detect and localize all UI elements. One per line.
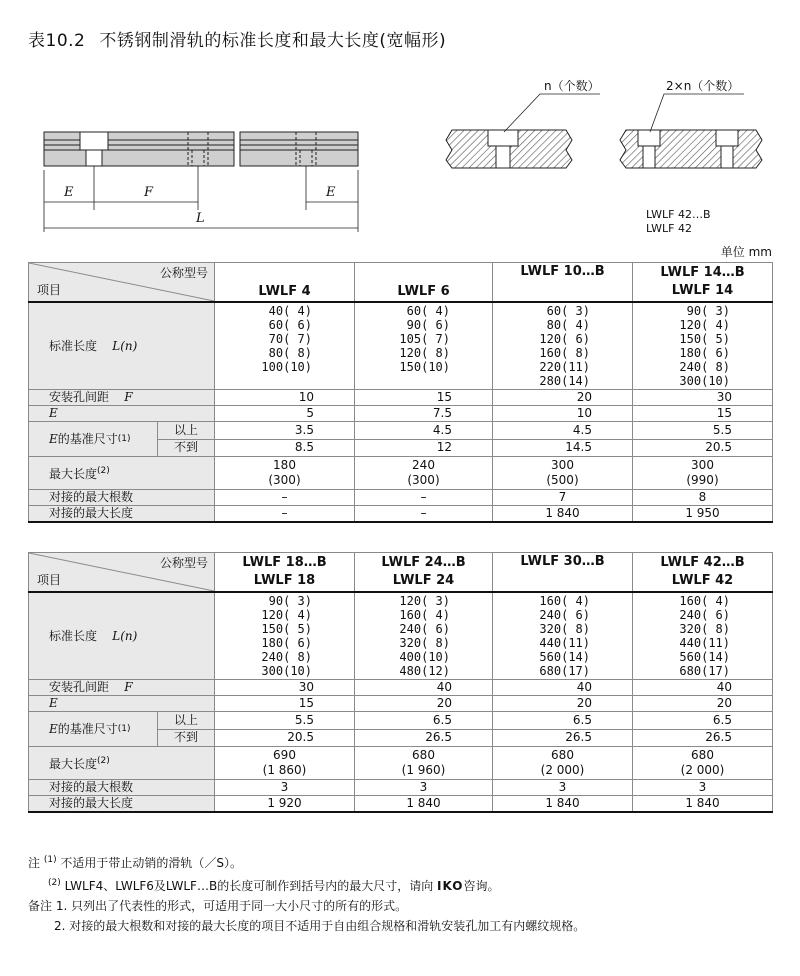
remark-1: 备注 1. 只列出了代表性的形式，可适用于同一大小尺寸的所有的形式。 bbox=[28, 899, 408, 913]
label-max-length bbox=[29, 747, 215, 780]
std-length-cell bbox=[215, 592, 355, 680]
e-cell: 15 bbox=[633, 406, 773, 422]
caption-line2: LWLF 42 bbox=[646, 222, 692, 235]
label-note: (2) bbox=[97, 756, 110, 766]
std-length-value: 220(11) bbox=[539, 360, 590, 374]
callout-single: n（个数） bbox=[544, 79, 600, 93]
std-length-value: 240( 8) bbox=[679, 360, 730, 374]
label-std-length bbox=[29, 592, 215, 680]
std-length-value: 40( 4) bbox=[268, 304, 312, 318]
above-cell: 4.5 bbox=[355, 422, 493, 440]
label-symbol: L(n) bbox=[112, 628, 138, 643]
e-cell: 10 bbox=[493, 406, 633, 422]
model-name: LWLF 30…B bbox=[520, 554, 605, 569]
label-e-ref bbox=[29, 422, 215, 457]
label-symbol: E bbox=[49, 721, 58, 736]
label-symbol: E bbox=[49, 696, 58, 710]
below-cell: 14.5 bbox=[493, 439, 633, 457]
label-max-joined bbox=[29, 796, 215, 813]
below-cell: 20.5 bbox=[215, 729, 355, 747]
std-length-value: 320( 8) bbox=[679, 622, 730, 636]
below-label-box bbox=[158, 730, 214, 747]
row-pitch bbox=[29, 680, 773, 696]
model-header bbox=[215, 553, 355, 593]
below-cell: 8.5 bbox=[215, 439, 355, 457]
label-max-count bbox=[29, 490, 215, 506]
model-name: LWLF 24 bbox=[392, 573, 455, 588]
above-cell: 6.5 bbox=[633, 712, 773, 730]
label-note: (2) bbox=[97, 466, 110, 476]
header-row bbox=[29, 553, 773, 593]
callout-double: 2×n（个数） bbox=[666, 79, 740, 93]
label-text: 标准长度 bbox=[49, 338, 98, 353]
max-length-value: 680 bbox=[691, 748, 714, 762]
std-length-value: 60( 4) bbox=[406, 304, 450, 318]
max-length-value: 300 bbox=[551, 458, 574, 472]
model-name: LWLF 14 bbox=[671, 283, 734, 298]
model-name: LWLF 6 bbox=[397, 284, 450, 299]
std-length-value: 280(14) bbox=[539, 374, 590, 388]
label-text: 对接的最大根数 bbox=[49, 490, 134, 504]
std-length-cell bbox=[215, 302, 355, 390]
std-length-value: 400(10) bbox=[399, 650, 450, 664]
above-label: 以上 bbox=[173, 712, 198, 727]
max-length-value: 690 bbox=[273, 748, 296, 762]
e-cell: 20 bbox=[493, 696, 633, 712]
pitch-cell: 10 bbox=[215, 390, 355, 406]
item-label: 项目 bbox=[37, 283, 62, 297]
note-1 bbox=[28, 850, 585, 873]
model-name: LWLF 10…B bbox=[520, 264, 605, 279]
std-length-value: 150( 5) bbox=[679, 332, 730, 346]
label-text: 安装孔间距 bbox=[49, 680, 110, 694]
std-length-value: 60( 3) bbox=[546, 304, 590, 318]
row-e-above bbox=[29, 422, 773, 440]
std-length-cell bbox=[633, 302, 773, 390]
label-text: 对接的最大根数 bbox=[49, 780, 134, 794]
above-cell: 6.5 bbox=[493, 712, 633, 730]
max-length-cell bbox=[633, 747, 773, 780]
table-title: 不锈钢制滑轨的标准长度和最大长度(宽幅形) bbox=[99, 31, 447, 51]
model-label: 公称型号 bbox=[159, 556, 208, 570]
below-cell: 26.5 bbox=[633, 729, 773, 747]
note-prefix: 注 bbox=[28, 856, 41, 870]
dim-e-right: E bbox=[326, 185, 336, 200]
std-length-value: 60( 6) bbox=[268, 318, 312, 332]
below-label: 不到 bbox=[173, 730, 198, 745]
below-cell: 26.5 bbox=[355, 729, 493, 747]
spec-table-2 bbox=[28, 552, 773, 813]
std-length-value: 100(10) bbox=[261, 360, 312, 374]
above-cell: 5.5 bbox=[215, 712, 355, 730]
std-length-value: 120( 6) bbox=[539, 332, 590, 346]
label-symbol: E bbox=[49, 431, 58, 446]
std-length-cell bbox=[355, 302, 493, 390]
note-1-mark: (1) bbox=[43, 855, 57, 865]
caption-line1: LWLF 42…B bbox=[646, 208, 711, 221]
e-ref-sublabels bbox=[157, 712, 214, 746]
max-joined-cell: 1 920 bbox=[215, 796, 355, 813]
model-name: LWLF 18 bbox=[253, 573, 316, 588]
row-pitch bbox=[29, 390, 773, 406]
iko-logo: IKO bbox=[437, 879, 464, 893]
max-length-value: 680 bbox=[412, 748, 435, 762]
note-2 bbox=[28, 873, 585, 896]
row-std-length bbox=[29, 592, 773, 680]
below-label-box bbox=[158, 440, 214, 457]
label-e-ref bbox=[29, 712, 215, 747]
max-count-cell: 3 bbox=[633, 780, 773, 796]
max-count-cell: 3 bbox=[215, 780, 355, 796]
max-length-value: (300) bbox=[407, 473, 440, 487]
above-label-box bbox=[158, 422, 214, 440]
model-name: LWLF 24…B bbox=[381, 555, 466, 570]
max-length-cell bbox=[493, 747, 633, 780]
e-cell: 20 bbox=[633, 696, 773, 712]
label-symbol: F bbox=[124, 390, 133, 404]
max-count-cell: 3 bbox=[355, 780, 493, 796]
std-length-value: 240( 6) bbox=[539, 608, 590, 622]
e-ref-wrap bbox=[29, 712, 214, 746]
std-length-value: 90( 3) bbox=[686, 304, 730, 318]
above-label-box bbox=[158, 712, 214, 730]
std-length-value: 440(11) bbox=[679, 636, 730, 650]
row-max-length bbox=[29, 747, 773, 780]
note-1-text: 不适用于带止动销的滑轨（／S）。 bbox=[60, 856, 243, 870]
std-length-value: 320( 8) bbox=[539, 622, 590, 636]
model-header bbox=[633, 263, 773, 303]
row-std-length bbox=[29, 302, 773, 390]
std-length-value: 240( 8) bbox=[261, 650, 312, 664]
std-length-value: 150( 5) bbox=[261, 622, 312, 636]
std-length-value: 320( 8) bbox=[399, 636, 450, 650]
header-corner bbox=[29, 553, 215, 593]
header-row bbox=[29, 263, 773, 303]
label-pitch bbox=[29, 680, 215, 696]
rail-diagram bbox=[0, 60, 800, 260]
std-length-value: 440(11) bbox=[539, 636, 590, 650]
row-max-count bbox=[29, 490, 773, 506]
label-text: 对接的最大长度 bbox=[49, 506, 134, 520]
std-length-value: 160( 8) bbox=[539, 346, 590, 360]
max-length-value: 240 bbox=[412, 458, 435, 472]
max-count-cell: 8 bbox=[633, 490, 773, 506]
e-cell: 5 bbox=[215, 406, 355, 422]
above-label: 以上 bbox=[173, 422, 198, 437]
max-joined-cell: 1 840 bbox=[355, 796, 493, 813]
model-name: LWLF 18…B bbox=[242, 555, 327, 570]
pitch-cell: 40 bbox=[355, 680, 493, 696]
spec-table-1 bbox=[28, 262, 773, 523]
dim-l: L bbox=[196, 211, 205, 226]
label-text: 的基准尺寸 bbox=[57, 431, 118, 446]
std-length-value: 90( 6) bbox=[406, 318, 450, 332]
std-length-value: 160( 4) bbox=[539, 594, 590, 608]
e-ref-sublabels bbox=[157, 422, 214, 456]
model-header bbox=[493, 263, 633, 303]
model-header bbox=[215, 263, 355, 303]
dim-e-left: E bbox=[64, 185, 74, 200]
std-length-value: 120( 3) bbox=[399, 594, 450, 608]
std-length-value: 70( 7) bbox=[268, 332, 312, 346]
max-count-cell: – bbox=[355, 490, 493, 506]
max-joined-cell: 1 950 bbox=[633, 506, 773, 523]
max-joined-cell: 1 840 bbox=[493, 796, 633, 813]
model-header bbox=[493, 553, 633, 593]
label-symbol: F bbox=[124, 680, 133, 694]
note-2-text-a: LWLF4、LWLF6及LWLF…B的长度可制作到括号内的最大尺寸，请向 bbox=[64, 879, 434, 893]
row-e bbox=[29, 696, 773, 712]
model-header bbox=[355, 553, 493, 593]
label-e bbox=[29, 696, 215, 712]
label-max-joined bbox=[29, 506, 215, 523]
model-name: LWLF 42 bbox=[671, 573, 734, 588]
std-length-value: 120( 8) bbox=[399, 346, 450, 360]
model-name: LWLF 14…B bbox=[660, 265, 745, 280]
std-length-value: 105( 7) bbox=[399, 332, 450, 346]
std-length-value: 90( 3) bbox=[268, 594, 312, 608]
pitch-cell: 30 bbox=[633, 390, 773, 406]
max-length-value: (2 000) bbox=[680, 763, 725, 777]
model-name: LWLF 4 bbox=[258, 284, 311, 299]
label-pitch bbox=[29, 390, 215, 406]
label-symbol: E bbox=[49, 406, 58, 420]
max-length-value: (1 860) bbox=[262, 763, 307, 777]
max-length-cell bbox=[355, 457, 493, 490]
std-length-value: 120( 4) bbox=[261, 608, 312, 622]
std-length-value: 300(10) bbox=[261, 664, 312, 678]
std-length-value: 180( 6) bbox=[679, 346, 730, 360]
e-ref-label bbox=[29, 712, 157, 746]
label-note: (1) bbox=[117, 433, 131, 444]
model-name: LWLF 42…B bbox=[660, 555, 745, 570]
max-count-cell: 7 bbox=[493, 490, 633, 506]
row-max-length bbox=[29, 457, 773, 490]
max-length-cell bbox=[215, 747, 355, 780]
model-label: 公称型号 bbox=[159, 266, 208, 280]
std-length-value: 480(12) bbox=[399, 664, 450, 678]
pitch-cell: 30 bbox=[215, 680, 355, 696]
std-length-value: 300(10) bbox=[679, 374, 730, 388]
label-note: (1) bbox=[117, 723, 131, 734]
row-e-above bbox=[29, 712, 773, 730]
std-length-value: 150(10) bbox=[399, 360, 450, 374]
below-cell: 12 bbox=[355, 439, 493, 457]
label-max-count bbox=[29, 780, 215, 796]
max-length-value: 680 bbox=[551, 748, 574, 762]
pitch-cell: 15 bbox=[355, 390, 493, 406]
label-text: 标准长度 bbox=[49, 628, 98, 643]
max-joined-cell: – bbox=[355, 506, 493, 523]
below-cell: 20.5 bbox=[633, 439, 773, 457]
row-max-joined bbox=[29, 796, 773, 813]
std-length-value: 680(17) bbox=[539, 664, 590, 678]
pitch-cell: 40 bbox=[493, 680, 633, 696]
header-corner bbox=[29, 263, 215, 303]
max-length-value: (2 000) bbox=[540, 763, 585, 777]
max-joined-cell: – bbox=[215, 506, 355, 523]
unit-label: 单位 mm bbox=[720, 245, 772, 259]
max-length-value: (990) bbox=[686, 473, 719, 487]
e-ref-label bbox=[29, 422, 157, 456]
std-length-value: 120( 4) bbox=[679, 318, 730, 332]
std-length-cell bbox=[355, 592, 493, 680]
std-length-cell bbox=[493, 592, 633, 680]
e-ref-wrap bbox=[29, 422, 214, 456]
label-text: 安装孔间距 bbox=[49, 390, 110, 404]
e-cell: 20 bbox=[355, 696, 493, 712]
max-joined-cell: 1 840 bbox=[493, 506, 633, 523]
row-e bbox=[29, 406, 773, 422]
max-length-cell bbox=[633, 457, 773, 490]
pitch-cell: 20 bbox=[493, 390, 633, 406]
max-count-cell: 3 bbox=[493, 780, 633, 796]
above-cell: 6.5 bbox=[355, 712, 493, 730]
page-title bbox=[28, 26, 446, 51]
max-length-value: 300 bbox=[691, 458, 714, 472]
label-max-length bbox=[29, 457, 215, 490]
std-length-value: 560(14) bbox=[679, 650, 730, 664]
label-std-length bbox=[29, 302, 215, 390]
max-length-value: 180 bbox=[273, 458, 296, 472]
pitch-cell: 40 bbox=[633, 680, 773, 696]
label-text: 对接的最大长度 bbox=[49, 796, 134, 810]
max-length-cell bbox=[493, 457, 633, 490]
std-length-value: 180( 6) bbox=[261, 636, 312, 650]
remark-2: 2. 对接的最大根数和对接的最大长度的项目不适用于自由组合规格和滑轨安装孔加工有内螺纹规格。 bbox=[54, 919, 586, 933]
e-cell: 15 bbox=[215, 696, 355, 712]
std-length-value: 240( 6) bbox=[399, 622, 450, 636]
e-cell: 7.5 bbox=[355, 406, 493, 422]
std-length-value: 240( 6) bbox=[679, 608, 730, 622]
below-label: 不到 bbox=[173, 440, 198, 455]
max-count-cell: – bbox=[215, 490, 355, 506]
label-text: 的基准尺寸 bbox=[57, 721, 118, 736]
dim-f: F bbox=[144, 185, 154, 200]
above-cell: 4.5 bbox=[493, 422, 633, 440]
std-length-value: 160( 4) bbox=[679, 594, 730, 608]
row-max-count bbox=[29, 780, 773, 796]
max-length-value: (300) bbox=[268, 473, 301, 487]
max-length-cell bbox=[215, 457, 355, 490]
model-header bbox=[355, 263, 493, 303]
label-text: 最大长度 bbox=[49, 467, 98, 481]
std-length-value: 80( 8) bbox=[268, 346, 312, 360]
table-number: 表10.2 bbox=[28, 31, 86, 51]
label-text: 最大长度 bbox=[49, 757, 98, 771]
std-length-cell bbox=[493, 302, 633, 390]
max-length-value: (500) bbox=[546, 473, 579, 487]
label-e bbox=[29, 406, 215, 422]
std-length-value: 560(14) bbox=[539, 650, 590, 664]
note-2-text-b: 咨询。 bbox=[463, 879, 500, 893]
note-2-mark: (2) bbox=[48, 878, 61, 888]
max-length-value: (1 960) bbox=[401, 763, 446, 777]
label-symbol: L(n) bbox=[112, 338, 138, 353]
model-header bbox=[633, 553, 773, 593]
cross-section-single bbox=[446, 94, 600, 168]
above-cell: 3.5 bbox=[215, 422, 355, 440]
notes bbox=[28, 850, 585, 936]
cross-section-double bbox=[620, 94, 762, 168]
std-length-value: 680(17) bbox=[679, 664, 730, 678]
below-cell: 26.5 bbox=[493, 729, 633, 747]
max-length-cell bbox=[355, 747, 493, 780]
std-length-value: 80( 4) bbox=[546, 318, 590, 332]
row-max-joined bbox=[29, 506, 773, 523]
above-cell: 5.5 bbox=[633, 422, 773, 440]
std-length-value: 160( 4) bbox=[399, 608, 450, 622]
item-label: 项目 bbox=[37, 573, 62, 587]
max-joined-cell: 1 840 bbox=[633, 796, 773, 813]
std-length-cell bbox=[633, 592, 773, 680]
